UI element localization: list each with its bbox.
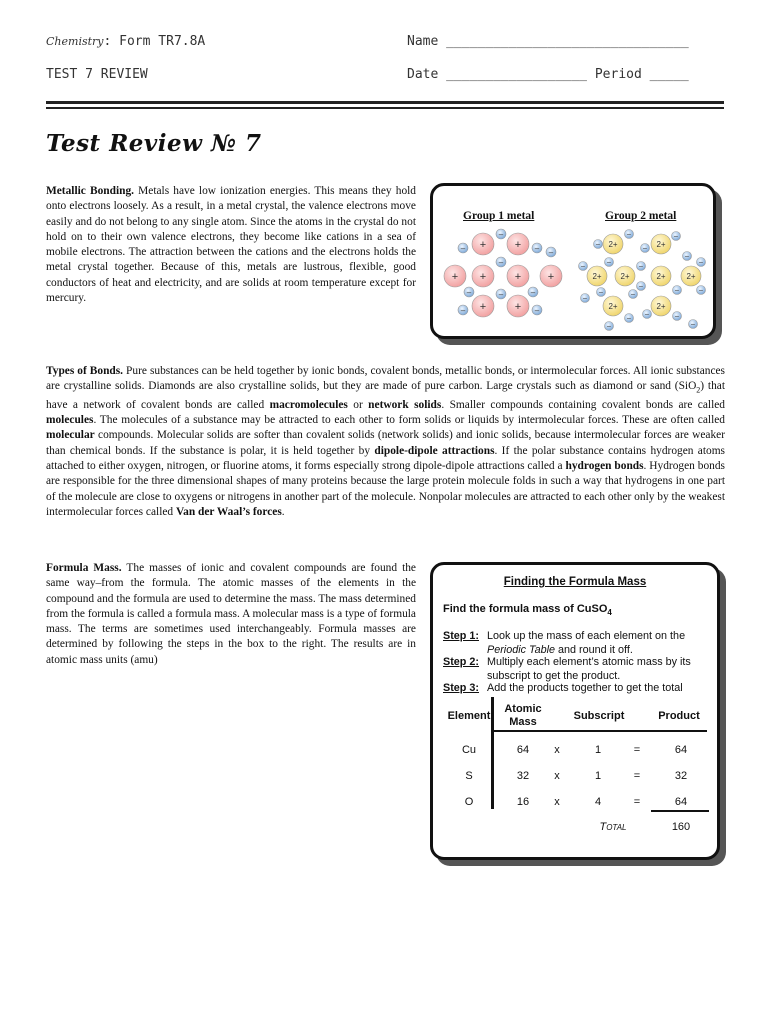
step-text-italic: Periodic Table bbox=[487, 643, 556, 656]
cell-subscript: 1 bbox=[594, 770, 602, 782]
cell-product: 32 bbox=[674, 770, 688, 782]
metallic-heading: Metallic Bonding. bbox=[46, 185, 134, 197]
cell-times: x bbox=[554, 770, 560, 782]
electron-charge: – bbox=[534, 305, 540, 315]
group1-cation-charge: + bbox=[514, 300, 522, 313]
cell-element: Cu bbox=[461, 744, 477, 756]
total-value: 160 bbox=[671, 821, 691, 833]
formula-box-title: Finding the Formula Mass bbox=[503, 576, 647, 588]
electron-charge: – bbox=[596, 241, 600, 249]
cell-element: O bbox=[464, 796, 474, 808]
table-header-divider bbox=[491, 730, 707, 732]
electron-charge: – bbox=[631, 291, 635, 299]
electron-charge: – bbox=[548, 247, 554, 257]
electron-charge: – bbox=[581, 263, 585, 271]
electron-charge: – bbox=[643, 245, 647, 253]
bonds-text: or bbox=[347, 398, 369, 411]
electron-charge: – bbox=[460, 305, 466, 315]
formula-heading: Formula Mass. bbox=[46, 562, 122, 574]
electron-charge: – bbox=[607, 323, 611, 331]
header-subscript: Subscript bbox=[573, 710, 625, 722]
step-label: Step 2: bbox=[443, 656, 479, 668]
bonds-text: compounds. Molecular solids are softer than covalent solids (network solids) and ionic solids, because intermolecular forces are weaker than chemical bonds. If the substance is polar, it is held together by bbox=[46, 429, 725, 457]
electron-charge: – bbox=[685, 253, 689, 261]
date-period-line: Date __________________ Period _____ bbox=[407, 67, 689, 82]
electron-charge: – bbox=[498, 229, 504, 239]
header-divider-thick bbox=[46, 101, 724, 104]
question-text: Find the formula mass of CuSO bbox=[443, 603, 608, 615]
term-molecular: molecular bbox=[46, 429, 95, 442]
step-2 bbox=[443, 656, 707, 683]
group2-label: Group 2 metal bbox=[605, 210, 677, 222]
sum-underline bbox=[651, 810, 709, 812]
form-number: : Form TR7.8A bbox=[103, 34, 206, 49]
formula-question bbox=[443, 603, 612, 617]
electron-charge: – bbox=[607, 259, 611, 267]
group1-cation-charge: + bbox=[451, 270, 459, 283]
cell-equals: = bbox=[633, 796, 641, 808]
group2-cation-charge: 2+ bbox=[686, 271, 696, 281]
electron-charge: – bbox=[530, 287, 536, 297]
electron-charge: – bbox=[498, 289, 504, 299]
bonds-heading: Types of Bonds. bbox=[46, 365, 124, 377]
electron-charge: – bbox=[639, 263, 643, 271]
group1-cation-charge: + bbox=[479, 300, 487, 313]
electron-charge: – bbox=[675, 313, 679, 321]
term-molecules: molecules bbox=[46, 414, 94, 427]
cell-times: x bbox=[554, 796, 560, 808]
group2-cation-charge: 2+ bbox=[620, 271, 630, 281]
cell-mass: 64 bbox=[516, 744, 530, 756]
total-label: Total bbox=[599, 821, 627, 833]
step-text: and round it off. bbox=[555, 643, 633, 656]
group1-cation-charge: + bbox=[479, 238, 487, 251]
electron-charge: – bbox=[534, 243, 540, 253]
term-network-solids: network solids bbox=[368, 398, 442, 411]
bonds-text: ) that have a network of covalent bonds are called bbox=[46, 380, 725, 411]
cell-equals: = bbox=[633, 770, 641, 782]
header-divider-thin bbox=[46, 107, 724, 109]
cell-equals: = bbox=[633, 744, 641, 756]
step-text: Look up the mass of each element on the bbox=[487, 630, 686, 642]
types-of-bonds-paragraph bbox=[46, 364, 725, 520]
group1-cation-charge: + bbox=[547, 270, 555, 283]
metal-lattice-diagram bbox=[433, 186, 713, 336]
step-label: Step 1: bbox=[443, 630, 479, 642]
metallic-text: Metals have low ionization energies. This means they hold onto electrons loosely. As a result, in a metal crystal, the valence electrons move easily and do not belong to any single atom. Since the atoms in the crystal do not hold on to their own valence electrons, they become like cations in a sea of mobile electrons. The attraction between the cations and the electrons holds the metal crystal together. Because of this, metals are lustrous, flexible, good conductors of heat and electricity, and are solids at room temperature except for mercury. bbox=[46, 185, 416, 305]
term-dipole-dipole: dipole-dipole attractions bbox=[374, 444, 495, 457]
bonds-text: Pure substances can be held together by ionic bonds, covalent bonds, metallic bonds, or intermolecular forces. All ionic substances are crystalline solids. Diamonds are also crystalline solids, but they are made of pure carbon. Large crystals such as diamond or sand (SiO bbox=[46, 365, 725, 393]
cell-product: 64 bbox=[674, 744, 688, 756]
bonds-text: . bbox=[281, 505, 285, 518]
bonds-text: . The molecules of a substance may be attracted to each other to form solids or liquids by intermolecular forces. These are often called bbox=[93, 414, 725, 427]
electron-charge: – bbox=[498, 257, 504, 267]
group1-cation-charge: + bbox=[514, 270, 522, 283]
metallic-bonding-paragraph bbox=[46, 184, 416, 306]
electron-charge: – bbox=[599, 289, 603, 297]
cell-product: 64 bbox=[674, 796, 688, 808]
electron-charge: – bbox=[699, 259, 703, 267]
step-text: Multiply each element’s atomic mass by its subscript to get the product. bbox=[487, 656, 691, 682]
term-hydrogen-bonds: hydrogen bonds bbox=[565, 460, 644, 473]
formula-mass-box bbox=[430, 562, 720, 860]
electron-charge: – bbox=[460, 243, 466, 253]
group1-cation-charge: + bbox=[479, 270, 487, 283]
step-label: Step 3: bbox=[443, 682, 479, 694]
term-macromolecules: macromolecules bbox=[269, 398, 348, 411]
group2-cation-charge: 2+ bbox=[656, 301, 666, 311]
electron-charge: – bbox=[639, 283, 643, 291]
cell-element: S bbox=[465, 770, 473, 782]
cell-subscript: 1 bbox=[594, 744, 602, 756]
header-element: Element bbox=[447, 710, 491, 722]
electron-charge: – bbox=[466, 287, 472, 297]
course-label bbox=[46, 34, 205, 49]
group2-cation-charge: 2+ bbox=[592, 271, 602, 281]
group2-cation-charge: 2+ bbox=[608, 301, 618, 311]
term-van-der-waals: Van der Waal’s forces bbox=[175, 505, 282, 518]
cell-subscript: 4 bbox=[594, 796, 602, 808]
page-title: Test Review № 7 bbox=[46, 130, 262, 157]
group1-label: Group 1 metal bbox=[463, 210, 535, 222]
step-1 bbox=[443, 630, 707, 657]
group2-cation-charge: 2+ bbox=[656, 271, 666, 281]
test-subtitle: TEST 7 REVIEW bbox=[46, 67, 148, 82]
sio2-subscript: 2 bbox=[696, 385, 701, 395]
cell-mass: 32 bbox=[516, 770, 530, 782]
course-name: Chemistry bbox=[46, 35, 104, 48]
electron-charge: – bbox=[627, 315, 631, 323]
metal-bonding-figure bbox=[430, 183, 716, 339]
electron-charge: – bbox=[645, 311, 649, 319]
formula-text: The masses of ionic and covalent compounds are found the same way–from the formula. The atomic masses of the elements in the compound and the formula are used to determine the mass. The mass determined from the formula is called a formula mass. A molecular mass is a type of formula mass. The terms are sometimes used interchangeably. Formula masses are determined by following the steps in the box to the right. The results are in atomic mass units (amu) bbox=[46, 562, 416, 666]
name-line: Name _______________________________ bbox=[407, 34, 689, 49]
step-3 bbox=[443, 682, 707, 696]
electron-charge: – bbox=[699, 287, 703, 295]
question-subscript: 4 bbox=[607, 608, 612, 618]
electron-charge: – bbox=[675, 287, 679, 295]
header-product: Product bbox=[658, 710, 700, 722]
bonds-text: . If the polar substance contains hydrogen atoms attached to either oxygen, nitrogen, or fluorine atoms, it forms especially strong dipole-dipole attractions called a bbox=[46, 444, 725, 473]
group2-cation-charge: 2+ bbox=[608, 239, 618, 249]
group1-cation-charge: + bbox=[514, 238, 522, 251]
cell-times: x bbox=[554, 744, 560, 756]
header-atomic-mass: Atomic Mass bbox=[504, 703, 542, 728]
bonds-text: . Smaller compounds containing covalent bonds are called bbox=[441, 398, 725, 411]
cell-mass: 16 bbox=[516, 796, 530, 808]
electron-charge: – bbox=[627, 231, 631, 239]
bonds-text: . Hydrogen bonds are responsible for the three dimensional shapes of many proteins because the large protein molecule folds in such a way that hydrogens in one part of the molecule are close to oxygens or nitrogens in another part of the molecule. Nonpolar molecules are attracted to each other only by the weakest intermolecular forces called bbox=[46, 460, 725, 518]
step-text: Add the products together to get the total bbox=[487, 682, 683, 694]
electron-charge: – bbox=[691, 321, 695, 329]
electron-charge: – bbox=[583, 295, 587, 303]
group2-cation-charge: 2+ bbox=[656, 239, 666, 249]
formula-mass-paragraph bbox=[46, 561, 416, 668]
electron-charge: – bbox=[674, 233, 678, 241]
